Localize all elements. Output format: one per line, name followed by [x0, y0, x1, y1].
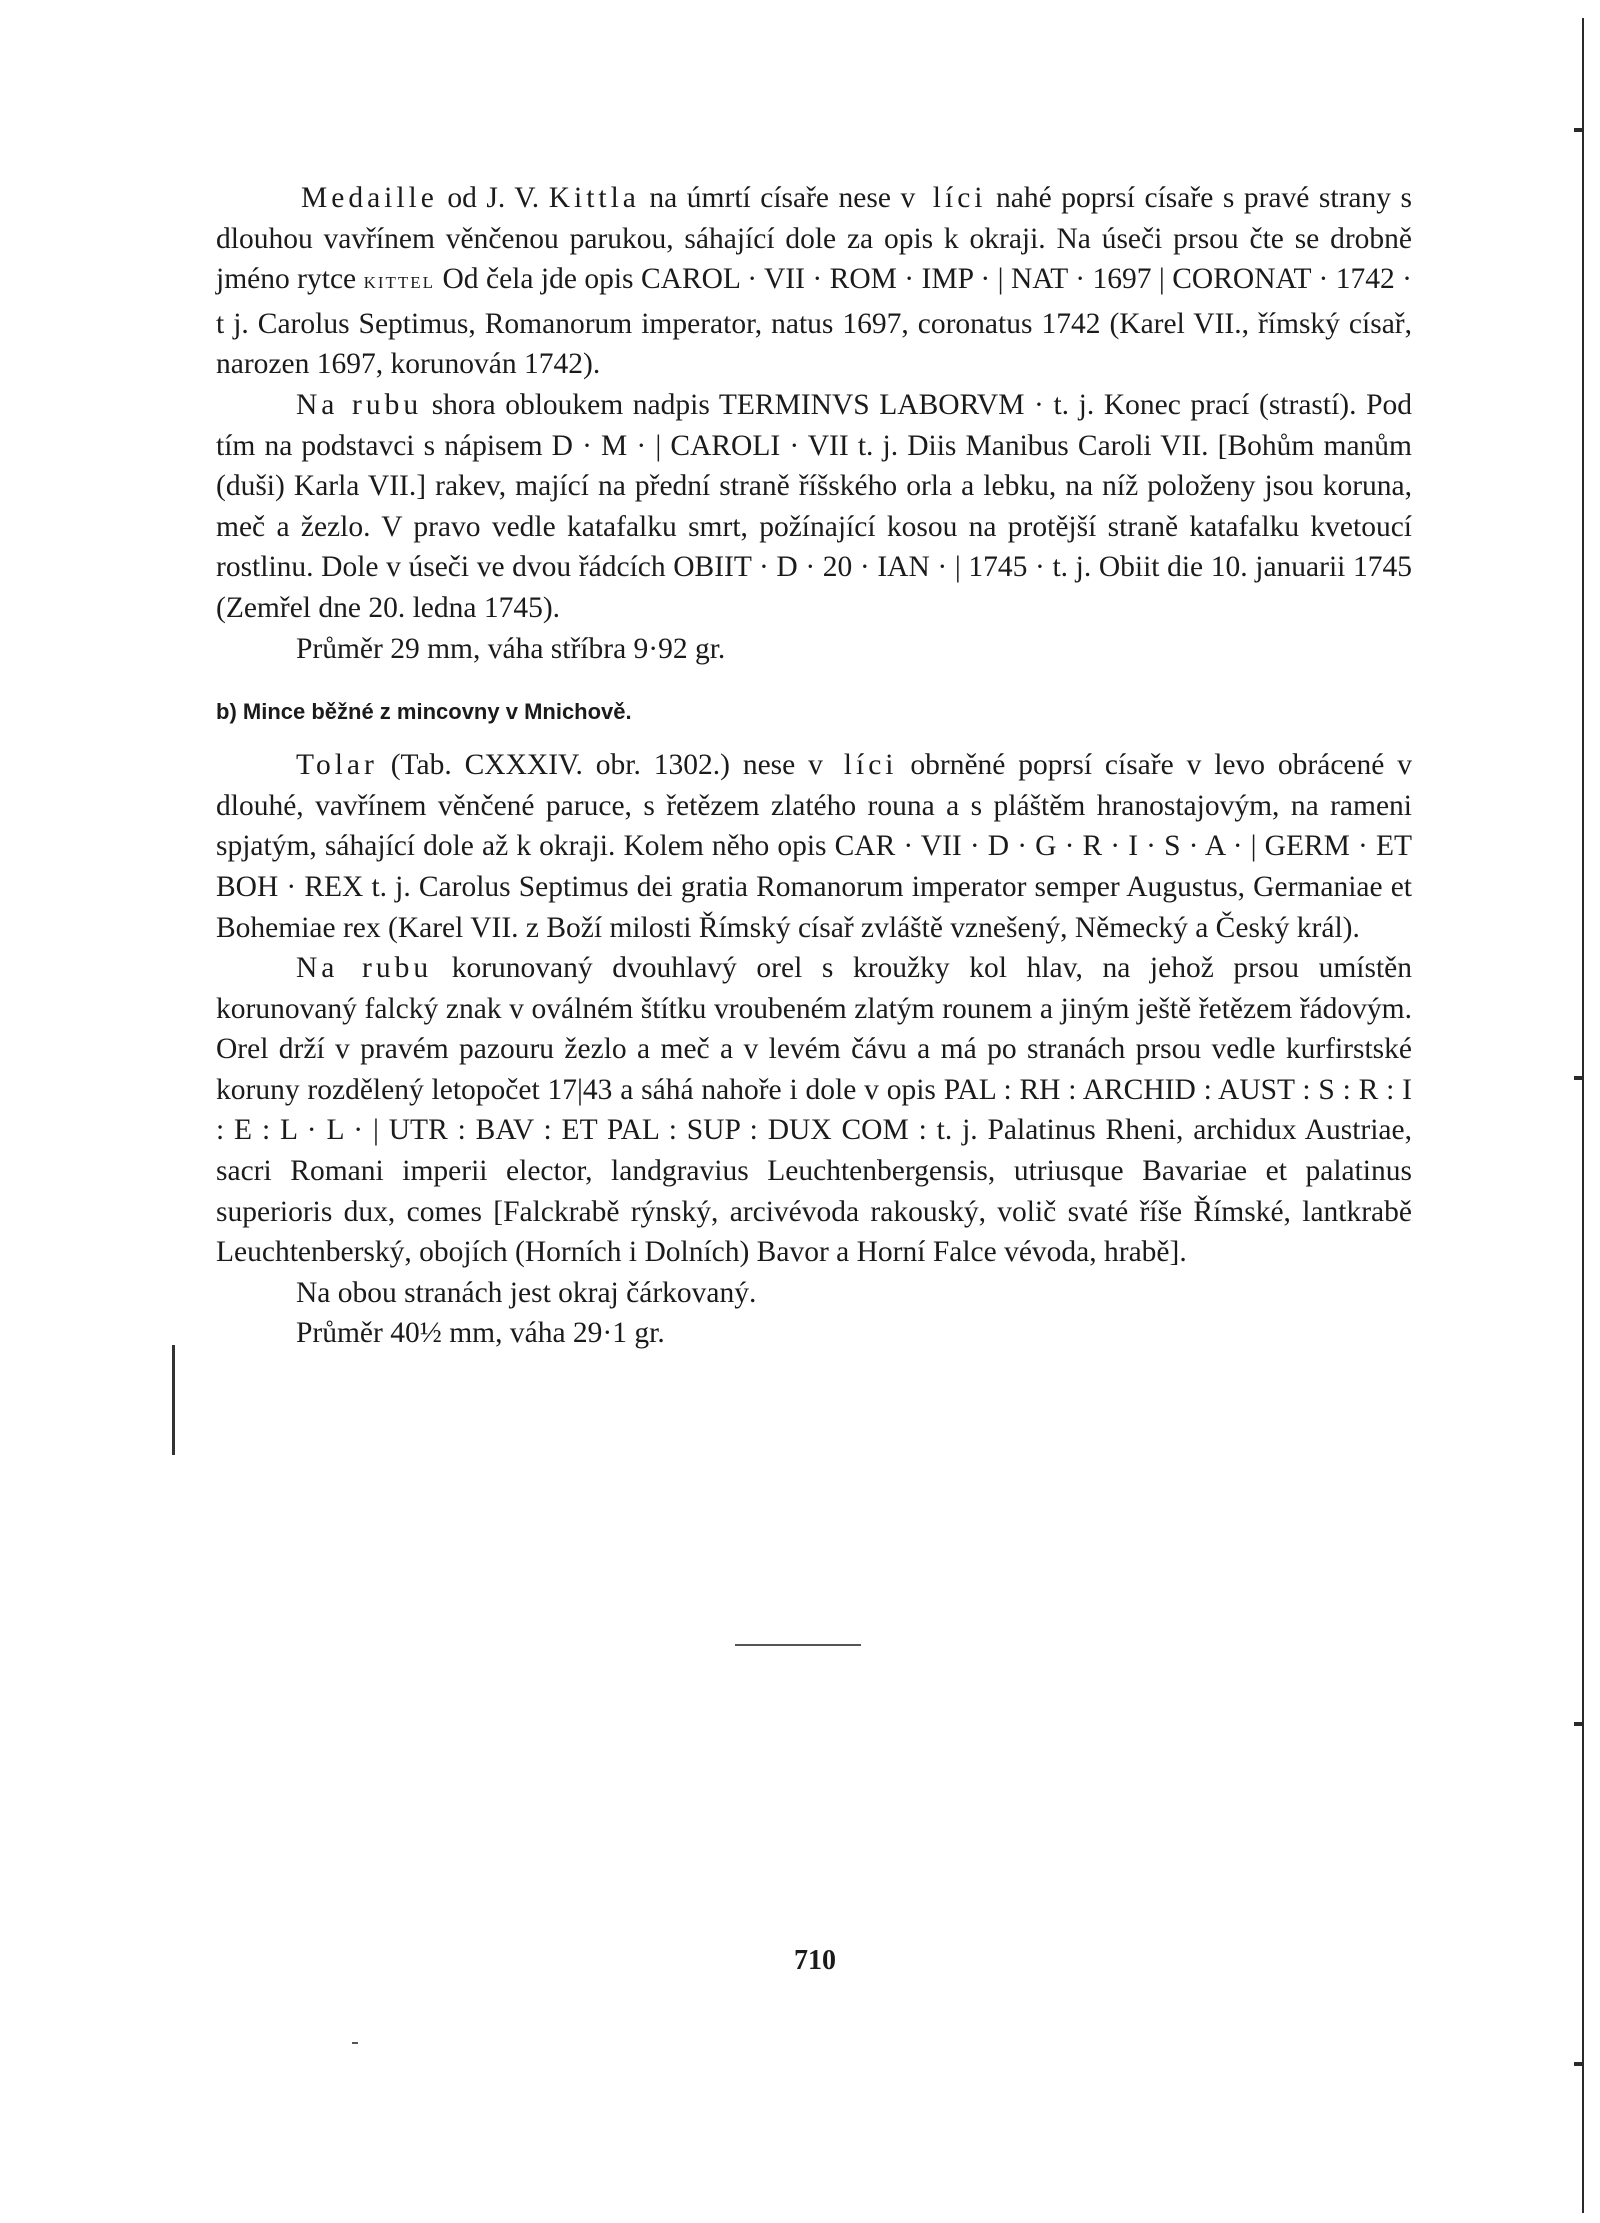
- page-number: 710: [794, 1945, 836, 1976]
- paragraph-thaler-obverse: Tolar (Tab. CXXXIV. obr. 1302.) nese v líci obrněné poprsí císaře v levo obrácené v dlouhé, vavřínem věnčené paruce, s řetězem zlatého rouna a s pláštěm hranostajovým, na rameni spjatým, sáhající dole až k okraji. Kolem něho opis CAR · VII · D · G · R · I · S · A · | GERM · ET BOH · REX t. j. Carolus Septimus dei gratia Romanorum imperator semper Augustus, Germaniae et Bohemiae rex (Karel VII. z Boží milosti Římský císař zvláště vznešený, Německý a Český král).: [216, 749, 1412, 944]
- scan-edge-mark: [1574, 128, 1584, 132]
- paragraph-edge: Na obou stranách jest okraj čárkovaný.: [296, 1276, 757, 1309]
- scan-edge-mark: [1574, 1722, 1584, 1726]
- lead-word: Medaille: [301, 182, 438, 214]
- scan-speck: [352, 2042, 358, 2044]
- divider-rule: [735, 1644, 861, 1646]
- paragraph-thaler-diameter: Průměr 40½ mm, váha 29·1 gr.: [296, 1317, 665, 1350]
- paragraph-medal-reverse: Na rubu shora obloukem nadpis TERMINVS LABORVM · t. j. Konec prací (strastí). Pod tím na podstavci s nápisem D · M · | CAROLI · VII t. j. Diis Manibus Caroli VII. [Bohům manům (duši) Karla VII.] rakev, mající na přední straně říšského orla a lebku, na níž položeny jsou koruna, meč a žezlo. V pravo vedle katafalku smrt, požínající kosou na protější straně katafalku kvetoucí rostlinu. Dole v úseči ve dvou řádcích OBIIT · D · 20 · IAN · | 1745 · t. j. Obiit die 10. januarii 1745 (Zemřel dne 20. ledna 1745).: [216, 388, 1412, 624]
- paragraph-medal-diameter: Průměr 29 mm, váha stříbra 9·92 gr.: [296, 632, 726, 665]
- lead-word: Na rubu: [296, 952, 433, 985]
- engraver-name: KITTEL: [363, 273, 436, 293]
- paragraph-medal-obverse: Medaille od J. V. Kittla na úmrtí císaře nese v líci nahé poprsí císaře s pravé strany s dlouhou vavřínem věnčenou parukou, sáhající dole za opis k okraji. Na úseči prsou čte se drobně jméno rytce KITTEL Od čela jde opis CAROL · VII · ROM · IMP · | NAT · 1697 | CORONAT · 1742 · t j. Carolus Septimus, Romanorum imperator, natus 1697, coronatus 1742 (Karel VII., římský císař, narozen 1697, korunován 1742).: [216, 182, 1412, 381]
- body-text: [216, 178, 1412, 1354]
- paragraph-thaler-reverse: Na rubu korunovaný dvouhlavý orel s kroužky kol hlav, na jehož prsou umístěn korunovaný falcký znak v oválném štítku vroubeném zlatým rounem a jiným ještě řetězem řádovým. Orel drží v pravém pazouru žezlo a meč a v levém čávu a má po stranách prsou vedle kurfirstské koruny rozdělený letopočet 17|43 a sáhá nahoře i dole v opis PAL : RH : ARCHID : AUST : S : R : I : E : L · L · | UTR : BAV : ET PAL : SUP : DUX COM : t. j. Palatinus Rheni, archidux Austriae, sacri Romani imperii elector, landgravius Leuchtenbergensis, utriusque Bavariae et palatinus superioris dux, comes [Falckrabě rýnský, arcivévoda rakouský, volič svaté říše Římské, lantkrabě Leuchtenberský, obojích (Horních i Dolních) Bavor a Horní Falce vévoda, hrabě].: [216, 952, 1412, 1269]
- margin-mark: [172, 1345, 175, 1455]
- section-heading: b) Mince běžné z mincovny v Mnichově.: [216, 699, 632, 725]
- person-name: Kittla: [548, 182, 640, 214]
- emphasis-word: v líci: [900, 182, 987, 214]
- lead-word: Tolar: [296, 749, 378, 782]
- scan-edge-mark: [1574, 1076, 1584, 1080]
- scan-edge-line: [1582, 18, 1584, 2213]
- emphasis-word: v líci: [808, 749, 898, 782]
- lead-word: Na rubu: [296, 388, 423, 421]
- scan-edge-mark: [1574, 2062, 1584, 2066]
